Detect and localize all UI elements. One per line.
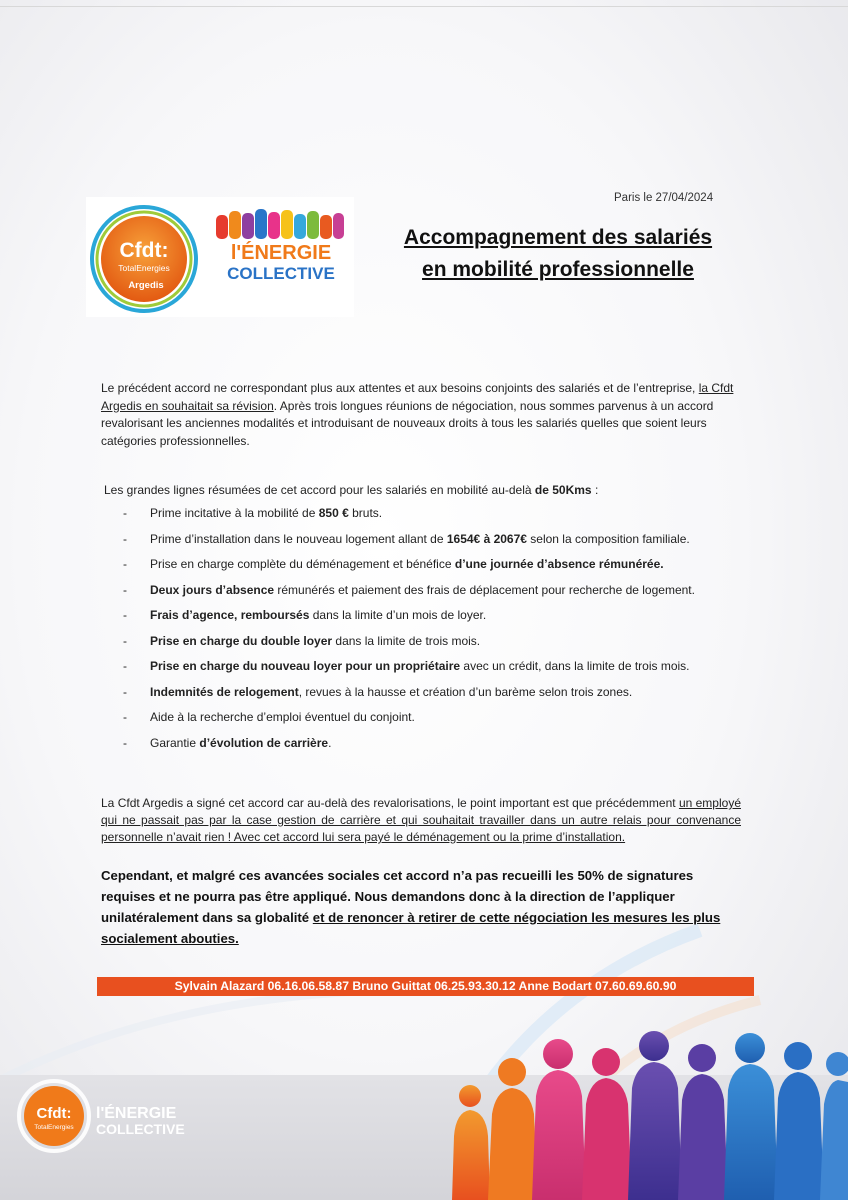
logo-company-text: TotalEnergies: [118, 263, 170, 273]
item-text-end: rémunérés et paiement des frais de déplacement pour recherche de logement.: [274, 582, 695, 597]
list-item: [120, 684, 760, 710]
list-item: [120, 633, 760, 659]
list-item: [120, 607, 760, 633]
footer-slogan-line1: l'ÉNERGIE: [96, 1105, 177, 1122]
item-text: Prime d’installation dans le nouveau logement allant de: [150, 531, 447, 546]
item-text-end: .: [328, 735, 332, 750]
item-text-end: bruts.: [348, 506, 383, 520]
item-text: Prime incitative à la mobilité de: [150, 506, 319, 520]
item-bold: 1654€ à 2067€: [446, 531, 527, 546]
item-text-end: dans la limite d’un mois de loyer.: [309, 608, 487, 622]
logo-division-text: Argedis: [128, 280, 164, 291]
item-bold: Prise en charge du nouveau loyer pour un propriétaire: [150, 659, 461, 673]
footer-slogan-line2: COLLECTIVE: [96, 1121, 185, 1137]
dash-bullet: -: [123, 710, 127, 724]
header-logo: [86, 197, 354, 317]
item-bold: d’une journée d’absence rémunérée.: [454, 557, 664, 571]
item-text-end: , revues à la hausse et création d’un barème selon trois zones.: [298, 684, 633, 699]
top-border: [0, 6, 848, 7]
dash-bullet: -: [123, 531, 127, 546]
dash-bullet: -: [123, 633, 127, 648]
summary-intro-end: :: [591, 483, 599, 497]
item-text-end: selon la composition familiale.: [526, 531, 690, 546]
item-bold: d’évolution de carrière: [199, 735, 329, 750]
list-item: [120, 582, 760, 608]
footer-company-text: TotalEnergies: [34, 1124, 74, 1131]
conclusion-paragraph: [101, 865, 747, 949]
title-line-2: en mobilité professionnelle: [422, 258, 694, 281]
item-text-end: dans la limite de trois mois.: [332, 633, 481, 648]
list-item: [120, 556, 760, 582]
dash-bullet: -: [123, 659, 127, 673]
document-date: Paris le 27/04/2024: [614, 192, 714, 204]
logo-slogan-line2: COLLECTIVE: [227, 264, 335, 283]
people-banner-icon: [216, 209, 344, 239]
item-text: Prise en charge complète du déménagement et bénéfice: [150, 557, 455, 571]
page-title: [368, 222, 748, 286]
dash-bullet: -: [123, 608, 127, 622]
item-bold: Deux jours d’absence: [150, 582, 275, 597]
title-line-1: Accompagnement des salariés: [403, 226, 713, 249]
intro-text-start: Le précédent accord ne correspondant plus aux attentes et aux besoins conjoints des salariés et de l’entreprise,: [101, 381, 699, 395]
dash-bullet: -: [123, 582, 127, 597]
contacts-bar: Sylvain Alazard 06.16.06.58.87 Bruno Guittat 06.25.93.30.12 Anne Bodart 07.60.69.60.90: [97, 977, 754, 996]
item-bold: 850 €: [318, 506, 349, 520]
item-bold: Frais d’agence, remboursés: [150, 608, 310, 622]
footer-cfdt-text: Cfdt:: [36, 1105, 72, 1122]
measures-list: [120, 505, 760, 760]
dash-bullet: -: [123, 735, 127, 750]
logo-cfdt-text: Cfdt:: [119, 239, 169, 262]
dash-bullet: -: [123, 506, 127, 520]
summary-intro-bold: de 50Kms: [534, 483, 592, 497]
signature-paragraph: [101, 795, 741, 846]
list-item: [120, 658, 760, 684]
list-item: [120, 735, 760, 761]
intro-text-underlined: la Cfdt Argedis en souhaitait sa révision: [101, 381, 734, 413]
dash-bullet: -: [123, 684, 127, 699]
item-text: Aide à la recherche d’emploi éventuel du conjoint.: [150, 710, 415, 724]
intro-paragraph: [101, 380, 741, 450]
summary-intro-start: Les grandes lignes résumées de cet accord pour les salariés en mobilité au-delà: [104, 483, 535, 497]
intro-text-end: . Après trois longues réunions de négociation, nous sommes parvenus à un accord revalorisant les anciennes modalités et introduisant de nouveaux droits à tous les salariés quelles que soient leurs catégories professionnelles.: [101, 398, 714, 448]
signature-text-start: La Cfdt Argedis a signé cet accord car au-delà des revalorisations, le point important est que précédemment: [101, 796, 679, 810]
signature-text-underlined: un employé qui ne passait pas par la case gestion de carrière et qui souhaitait travailler dans un autre relais pour convenance personnelle n’avait rien ! Avec cet accord lui sera payé le déménagement ou la prime d’installation.: [101, 796, 741, 844]
conclusion-text-start: Cependant, et malgré ces avancées sociales cet accord n’a pas recueilli les 50% de signatures requises et ne pourra pas être appliqué. Nous demandons donc à la direction de l’appliquer unilatéralement dans sa globalité: [101, 868, 694, 925]
item-bold: Prise en charge du double loyer: [150, 633, 333, 648]
logo-slogan-line1: l'ÉNERGIE: [230, 242, 332, 264]
people-silhouettes-icon: [440, 1018, 848, 1200]
list-item: [120, 531, 760, 557]
summary-intro: [104, 483, 598, 497]
item-text: Garantie: [150, 735, 200, 750]
dash-bullet: -: [123, 557, 127, 571]
item-bold: Indemnités de relogement: [150, 684, 299, 699]
list-item: [120, 505, 760, 531]
footer-logo: [14, 1076, 214, 1154]
list-item: [120, 709, 760, 735]
conclusion-text-underlined: et de renoncer à retirer de cette négociation les mesures les plus socialement abouties.: [101, 910, 721, 946]
item-text-end: avec un crédit, dans la limite de trois mois.: [460, 659, 690, 673]
